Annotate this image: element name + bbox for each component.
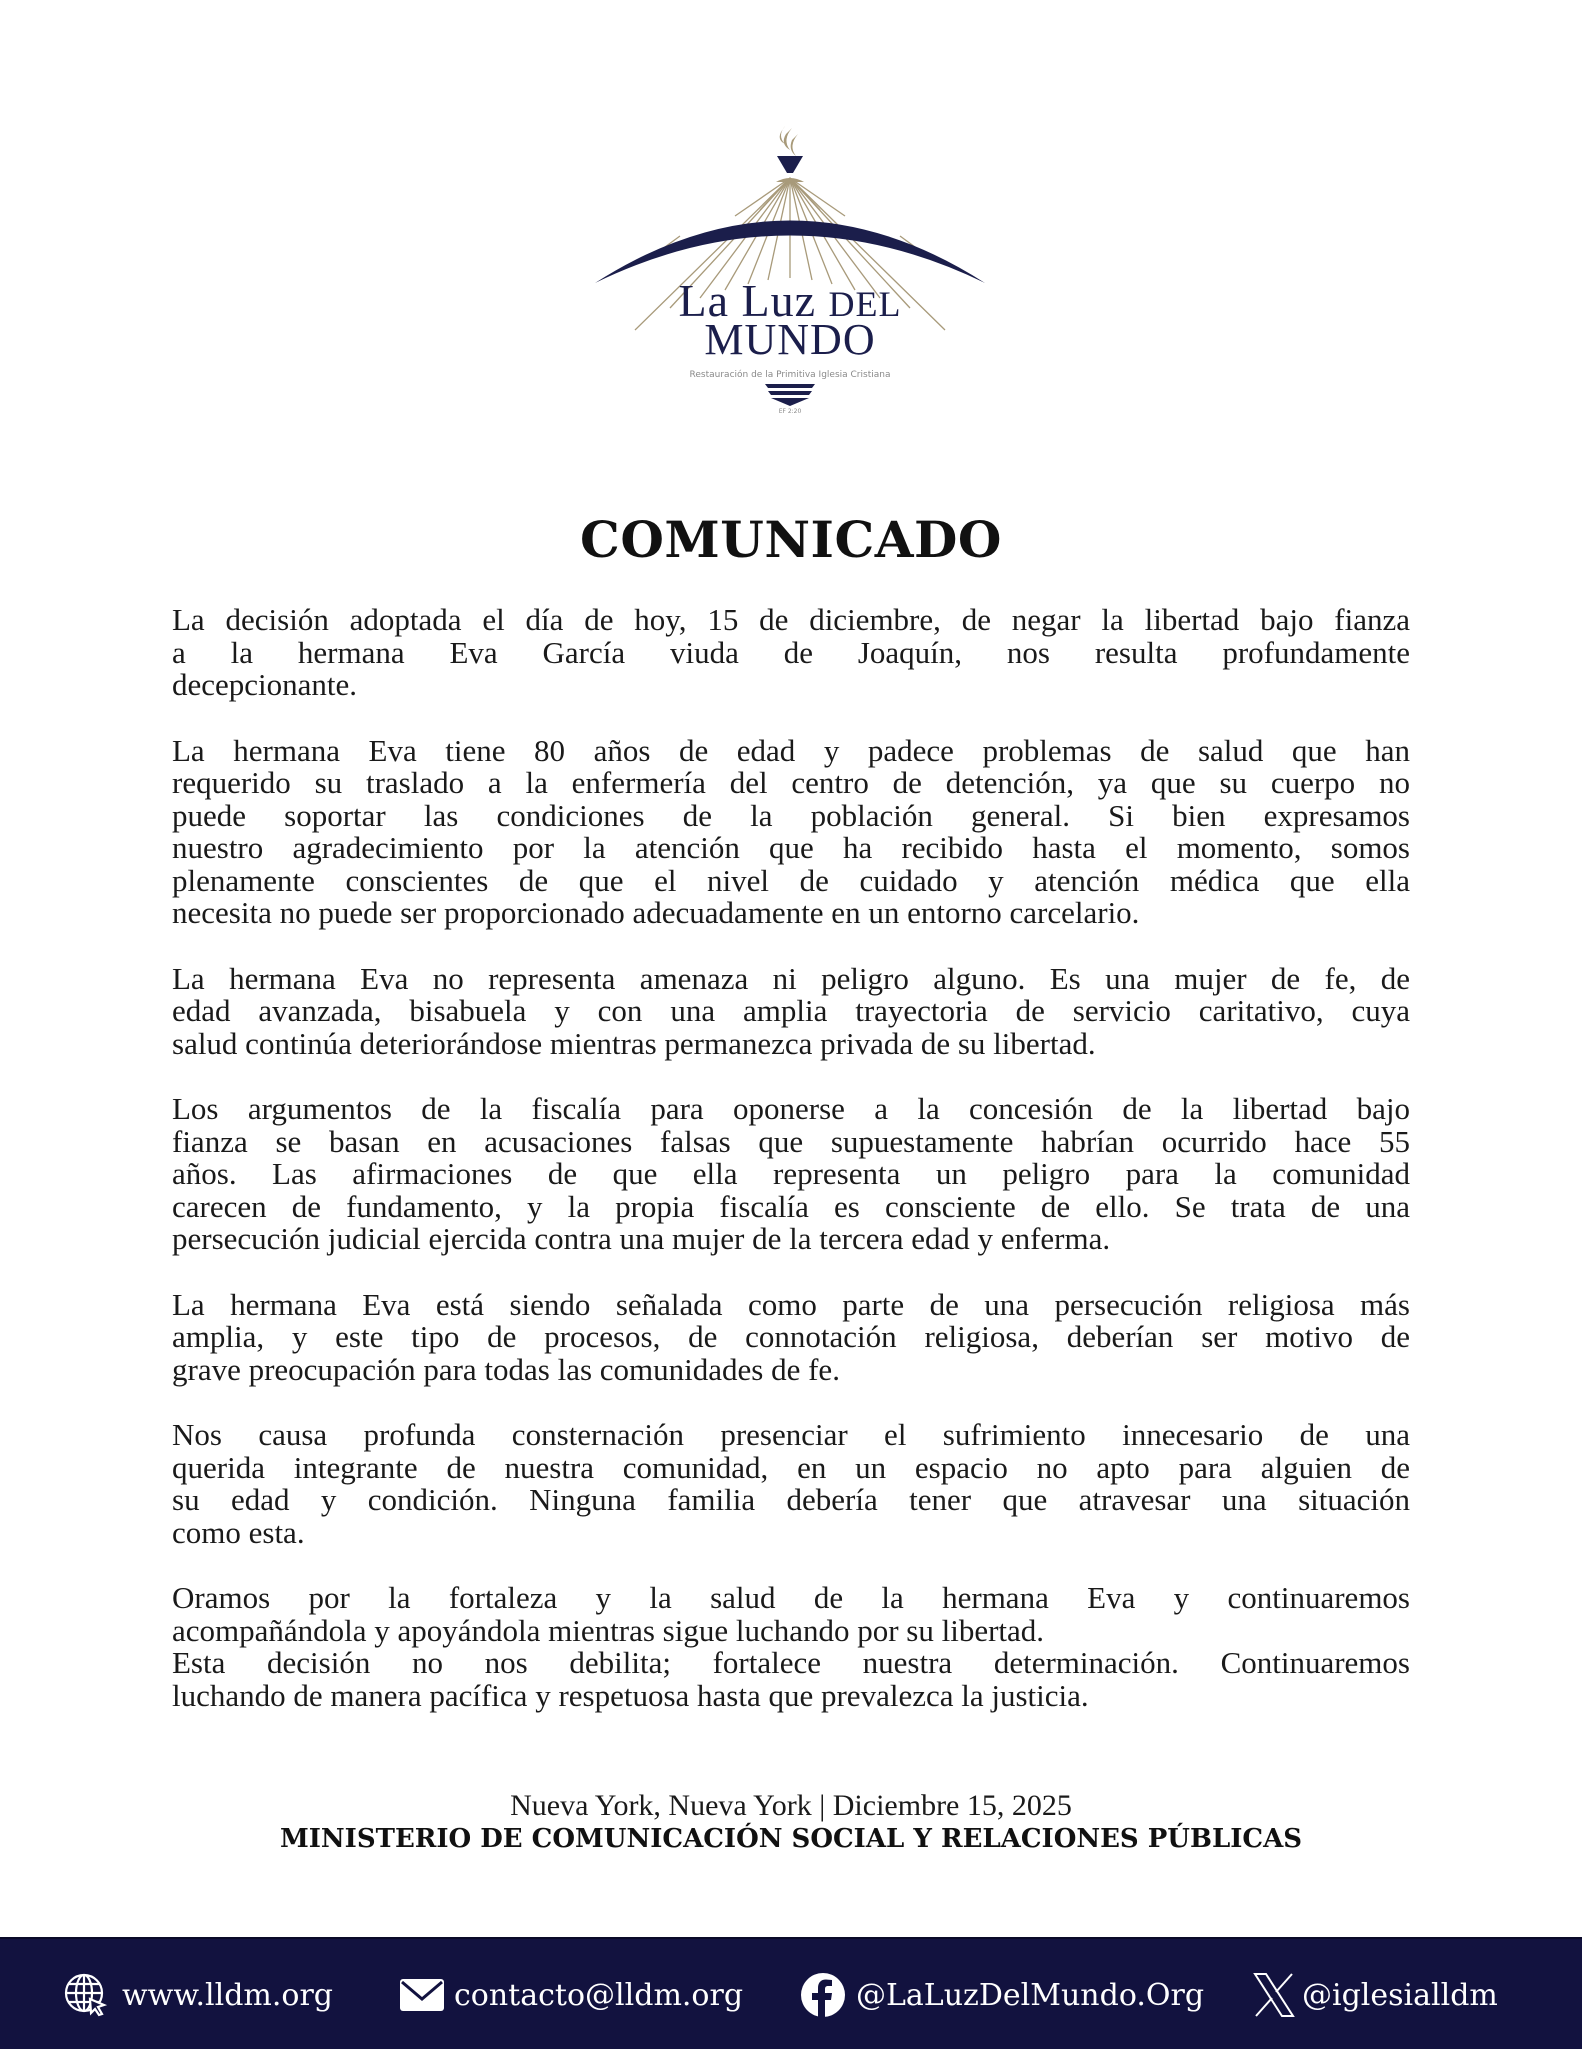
- paragraph-line: grave preocupación para todas las comunidades de fe.: [172, 1351, 840, 1387]
- email-link[interactable]: [398, 1975, 743, 2015]
- paragraph-line: Nos causa profunda consternación presenciar el sufrimiento innecesario de una: [172, 1417, 1410, 1452]
- globe-cursor-icon: [60, 1969, 112, 2021]
- logo-text-small: DEL: [828, 284, 902, 324]
- x-twitter-link[interactable]: [1252, 1975, 1498, 2015]
- paragraph-6: [172, 1419, 1410, 1549]
- paragraph-line: Los argumentos de la fiscalía para oponerse a la concesión de la libertad bajo: [172, 1091, 1410, 1126]
- paragraph-1: [172, 604, 1410, 702]
- issuing-organization: MINISTERIO DE COMUNICACIÓN SOCIAL Y RELACIONES PÚBLICAS: [279, 1824, 1303, 1854]
- logo-scripture-reference: EF 2:20: [778, 408, 802, 415]
- logo-tagline: Restauración de la Primitiva Iglesia Cristiana: [689, 370, 891, 380]
- paragraph-line: La hermana Eva tiene 80 años de edad y padece problemas de salud que han: [172, 732, 1410, 768]
- paragraph-line: decepcionante.: [172, 667, 358, 702]
- paragraph-line: amplia, y este tipo de procesos, de connotación religiosa, deberían ser motivo de: [172, 1319, 1410, 1354]
- x-twitter-icon: [1252, 1971, 1296, 2019]
- paragraph-line: requerido su traslado a la enfermería del centro de detención, ya que su cuerpo no: [172, 765, 1410, 800]
- paragraph-line: su edad y condición. Ninguna familia debería tener que atravesar una situación: [172, 1482, 1410, 1517]
- website-link[interactable]: [60, 1975, 333, 2015]
- envelope-icon: [398, 1975, 446, 2015]
- paragraph-4: [172, 1093, 1410, 1256]
- place-and-date: Nueva York, Nueva York | Diciembre 15, 2025: [510, 1789, 1072, 1822]
- paragraph-line: salud continúa deteriorándose mientras permanezca privada de su libertad.: [172, 1025, 1096, 1061]
- facebook-icon: [800, 1972, 846, 2018]
- church-logo: [580, 118, 1000, 418]
- paragraph-line: necesita no puede ser proporcionado adecuadamente en un entorno carcelario.: [172, 895, 1140, 930]
- paragraph-line: persecución judicial ejercida contra una mujer de la tercera edad y enferma.: [172, 1221, 1111, 1256]
- paragraph-line: plenamente conscientes de que el nivel de cuidado y atención médica que ella: [172, 862, 1410, 898]
- email-label: contacto@lldm.org: [454, 1977, 744, 2013]
- signature-block: [0, 1790, 1582, 1856]
- paragraph-line: querida integrante de nuestra comunidad, en un espacio no apto para alguien de: [172, 1449, 1410, 1485]
- paragraph-line: puede soportar las condiciones de la población general. Si bien expresamos: [172, 797, 1410, 833]
- paragraph-line: fianza se basan en acusaciones falsas que supuestamente habrían ocurrido hace 55: [172, 1123, 1410, 1159]
- logo-title-line-2: MUNDO: [704, 315, 876, 364]
- paragraph-line: luchando de manera pacífica y respetuosa hasta que prevalezca la justicia.: [172, 1677, 1089, 1713]
- paragraph-line: acompañándola y apoyándola mientras sigue luchando por su libertad.: [172, 1612, 1045, 1648]
- website-label: www.lldm.org: [122, 1977, 333, 2013]
- paragraph-line: La decisión adoptada el día de hoy, 15 de diciembre, de negar la libertad bajo fianza: [172, 602, 1410, 637]
- paragraph-5: [172, 1286, 1410, 1387]
- paragraph-line: como esta.: [172, 1514, 305, 1550]
- paragraph-line: Oramos por la fortaleza y la salud de la hermana Eva y continuaremos: [172, 1580, 1410, 1615]
- paragraph-3: [172, 960, 1410, 1061]
- facebook-link[interactable]: [800, 1975, 1204, 2015]
- paragraph-line: Esta decisión no nos debilita; fortalece nuestra determinación. Continuaremos: [172, 1645, 1410, 1680]
- contact-footer: [0, 1937, 1582, 2049]
- paragraph-line: carecen de fundamento, y la propia fiscalía es consciente de ello. Se trata de una: [172, 1188, 1410, 1224]
- paragraph-line: años. Las afirmaciones de que ella representa un peligro para la comunidad: [172, 1156, 1410, 1191]
- paragraph-line: La hermana Eva no representa amenaza ni peligro alguno. Es una mujer de fe, de: [172, 960, 1410, 996]
- document-title: COMUNICADO: [580, 510, 1002, 569]
- paragraph-2: [172, 732, 1410, 930]
- paragraph-line: La hermana Eva está siendo señalada como parte de una persecución religiosa más: [172, 1286, 1410, 1322]
- paragraph-line: edad avanzada, bisabuela y con una amplia trayectoria de servicio caritativo, cuya: [172, 993, 1410, 1028]
- paragraph-line: a la hermana Eva García viuda de Joaquín, nos resulta profundamente: [172, 634, 1410, 670]
- x-twitter-label: @iglesialldm: [1302, 1977, 1498, 2013]
- paragraph-7: [172, 1582, 1410, 1712]
- facebook-label: @LaLuzDelMundo.Org: [856, 1977, 1205, 2013]
- logo-text-main: La Luz: [678, 275, 817, 326]
- document-body: [172, 604, 1410, 1745]
- paragraph-line: nuestro agradecimiento por la atención que ha recibido hasta el momento, somos: [172, 830, 1410, 865]
